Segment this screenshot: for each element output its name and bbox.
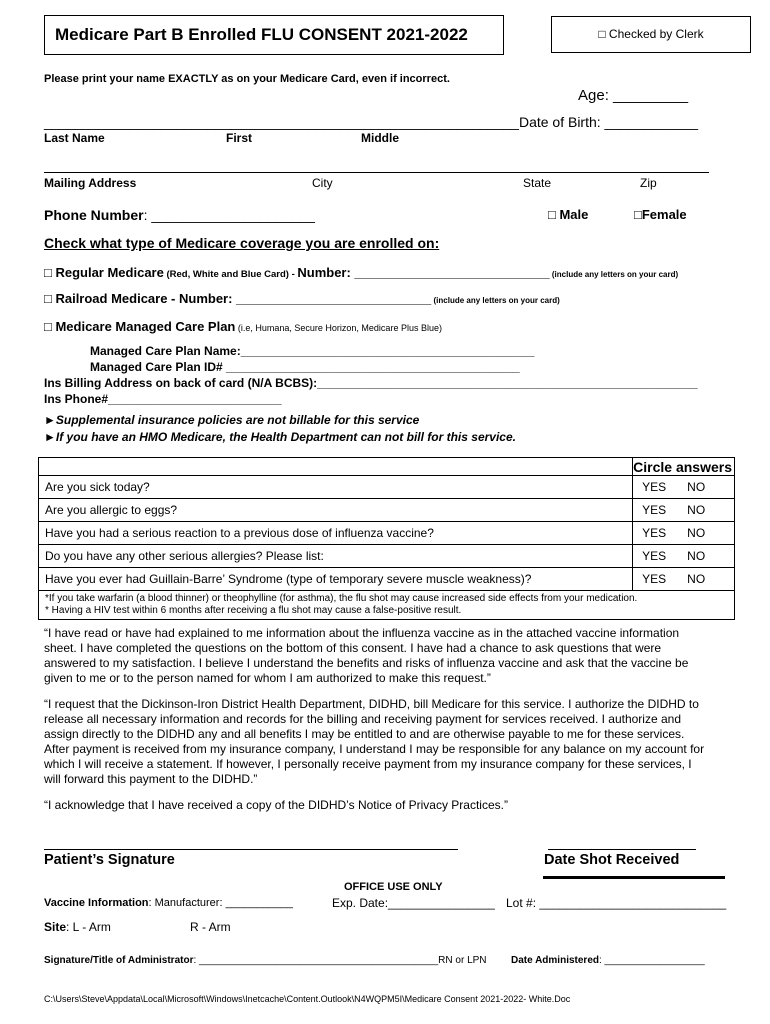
exp-date-field[interactable]: Exp. Date:________________ <box>332 896 495 910</box>
yes-option[interactable]: YES <box>642 572 667 586</box>
answer-cell[interactable] <box>633 499 735 522</box>
paragraph-line: sheet. I have completed the questions on the bottom of this consent. I have had a chance to ask questions that were <box>44 641 662 655</box>
admin-signature-blank: : ___________________________________________RN or LPN <box>193 955 487 966</box>
regular-medicare-number: Number: ___________________________ <box>297 265 550 280</box>
managed-care-sub: (i.e, Humana, Secure Horizon, Medicare Plus Blue) <box>235 323 442 333</box>
manufacturer-field: : Manufacturer: ___________ <box>148 897 293 909</box>
middle-name-label: Middle <box>361 131 399 145</box>
vaccine-info-field[interactable] <box>44 897 293 909</box>
circle-answers-header: Circle answers <box>633 458 735 476</box>
table-row <box>39 476 735 499</box>
first-name-label: First <box>226 131 253 145</box>
managed-care-label: □ Medicare Managed Care Plan <box>44 319 236 334</box>
paragraph-line: “I have read or have had explained to me information about the influenza vaccine as in the attached vaccine information <box>44 626 680 640</box>
managed-care-option[interactable] <box>44 318 442 336</box>
yes-option[interactable]: YES <box>642 480 667 494</box>
yes-option[interactable]: YES <box>642 549 667 563</box>
patient-signature-label: Patient’s Signature <box>44 852 175 868</box>
hiv-footnote: * Having a HIV test within 6 months after receiving a flu shot may cause a false-positive result. <box>45 605 462 616</box>
state-label: State <box>523 176 552 190</box>
regular-medicare-sub: (Red, White and Blue Card) - <box>163 269 298 280</box>
paragraph-line: given to me or to the person named for whom I am authorized to make this request.” <box>44 671 491 685</box>
instructions: Please print your name EXACTLY as on your Medicare Card, even if incorrect. <box>44 73 450 85</box>
date-shot-label: Date Shot Received <box>544 852 680 868</box>
patient-signature-line[interactable] <box>44 849 458 850</box>
hmo-note: ►If you have an HMO Medicare, the Health Department can not bill for this service. <box>44 430 516 444</box>
question-text: Have you had a serious reaction to a previous dose of influenza vaccine? <box>39 522 633 545</box>
table-row <box>39 568 735 591</box>
answer-cell[interactable] <box>633 545 735 568</box>
phone-label: Phone Number <box>44 207 144 223</box>
mailing-address-label: Mailing Address <box>44 176 137 190</box>
paragraph-line: answered to my satisfaction. I believe I understand the benefits and risks of influenza vaccine and ask that the vaccine be <box>44 656 689 670</box>
question-text: Do you have any other serious allergies? Please list: <box>39 545 633 568</box>
no-option[interactable]: NO <box>687 480 706 494</box>
table-row <box>39 522 735 545</box>
answer-cell[interactable] <box>633 568 735 591</box>
page-title: Medicare Part B Enrolled FLU CONSENT 2021-2022 <box>55 25 468 44</box>
plan-name-field[interactable]: Managed Care Plan Name:____________________________________________ <box>90 344 535 358</box>
title-box <box>44 15 504 55</box>
phone-field[interactable] <box>44 207 315 223</box>
table-header-row <box>39 458 735 476</box>
paragraph-line: “I request that the Dickinson-Iron District Health Department, DIDHD, bill Medicare for this service. I authorize the DIDHD to <box>44 697 699 711</box>
admin-signature-label: Signature/Title of Administrator <box>44 955 194 966</box>
no-option[interactable]: NO <box>687 526 706 540</box>
answer-cell[interactable] <box>633 522 735 545</box>
date-administered-blank: : __________________ <box>598 955 705 966</box>
table-row <box>39 545 735 568</box>
site-right-arm[interactable]: R - Arm <box>190 920 231 934</box>
consent-paragraph-3 <box>44 798 744 813</box>
paragraph-line: “I acknowledge that I have received a copy of the DIDHD’s Notice of Privacy Practices.” <box>44 798 508 812</box>
question-text: Are you sick today? <box>39 476 633 499</box>
dob-field[interactable]: _____________________________________________________________Date of Birth: ____________ <box>44 114 698 130</box>
paragraph-line: will forward this payment to the DIDHD.” <box>44 772 258 786</box>
answer-cell[interactable] <box>633 476 735 499</box>
railroad-medicare-option[interactable] <box>44 290 560 308</box>
railroad-medicare-label: □ Railroad Medicare - Number: ___________________________ <box>44 291 432 306</box>
site-field[interactable] <box>44 920 111 934</box>
date-administered-field[interactable] <box>511 955 705 966</box>
lot-field[interactable]: Lot #: ____________________________ <box>506 896 727 910</box>
no-option[interactable]: NO <box>687 572 706 586</box>
regular-medicare-note: (include any letters on your card) <box>549 270 679 279</box>
phone-blank: : _____________________ <box>143 207 315 223</box>
question-text: Have you ever had Guillain-Barre’ Syndrome (type of temporary severe muscle weakness)? <box>39 568 633 591</box>
railroad-medicare-note: (include any letters on your card) <box>431 296 560 305</box>
site-label: Site <box>44 920 67 934</box>
coverage-heading: Check what type of Medicare coverage you are enrolled on: <box>44 235 440 251</box>
consent-paragraph-1 <box>44 626 744 686</box>
vaccine-info-label: Vaccine Information <box>44 897 149 909</box>
office-use-heading: OFFICE USE ONLY <box>344 881 443 893</box>
paragraph-line: release all necessary information and records for the billing and receiving payment for services received. I authorize and <box>44 712 681 726</box>
regular-medicare-label: □ Regular Medicare <box>44 265 164 280</box>
plan-id-field[interactable]: Managed Care Plan ID# ____________________________________________ <box>90 360 520 374</box>
female-checkbox[interactable]: □Female <box>634 207 687 222</box>
no-option[interactable]: NO <box>687 503 706 517</box>
clerk-checkbox[interactable] <box>551 16 751 53</box>
consent-paragraph-2 <box>44 697 744 787</box>
footnote-row <box>39 591 735 620</box>
questions-table <box>38 457 735 620</box>
male-checkbox[interactable]: □ Male <box>548 207 589 222</box>
no-option[interactable]: NO <box>687 549 706 563</box>
date-administered-label: Date Administered <box>511 955 599 966</box>
table-row <box>39 499 735 522</box>
last-name-label: Last Name <box>44 131 105 145</box>
divider <box>543 876 725 879</box>
question-text: Are you allergic to eggs? <box>39 499 633 522</box>
ins-phone-field[interactable]: Ins Phone#__________________________ <box>44 392 282 406</box>
yes-option[interactable]: YES <box>642 526 667 540</box>
yes-option[interactable]: YES <box>642 503 667 517</box>
clerk-check-label: □ Checked by Clerk <box>598 27 704 41</box>
paragraph-line: which I will receive a statement. If however, I personally receive payment from my insurance company for these services, I <box>44 757 692 771</box>
file-path-footer: C:\Users\Steve\Appdata\Local\Microsoft\Windows\Inetcache\Content.Outlook\N4WQPM5I\Medicare Consent 2021-2022- White.Doc <box>44 994 571 1004</box>
paragraph-line: assign directly to the DIDHD any and all benefits I may be entitled to and are otherwise payable to me for these services. <box>44 727 685 741</box>
billing-address-field[interactable]: Ins Billing Address on back of card (N/A BCBS):_________________________________________________________ <box>44 376 698 390</box>
warfarin-footnote: *If you take warfarin (a blood thinner) or theophylline (for asthma), the flu shot may cause increased side effects from your medication. <box>45 593 638 604</box>
zip-label: Zip <box>640 176 657 190</box>
age-field[interactable]: Age: _________ <box>578 87 689 104</box>
site-left-arm: : L - Arm <box>66 920 111 934</box>
paragraph-line: After payment is received from my insurance company, I understand I may be responsible for any balance on my account for <box>44 742 705 756</box>
supplemental-note: ►Supplemental insurance policies are not billable for this service <box>44 413 420 427</box>
date-shot-line[interactable] <box>548 849 696 850</box>
city-label: City <box>312 176 333 190</box>
address-line[interactable] <box>44 172 709 173</box>
regular-medicare-option[interactable] <box>44 264 678 282</box>
admin-signature-field[interactable] <box>44 955 487 966</box>
